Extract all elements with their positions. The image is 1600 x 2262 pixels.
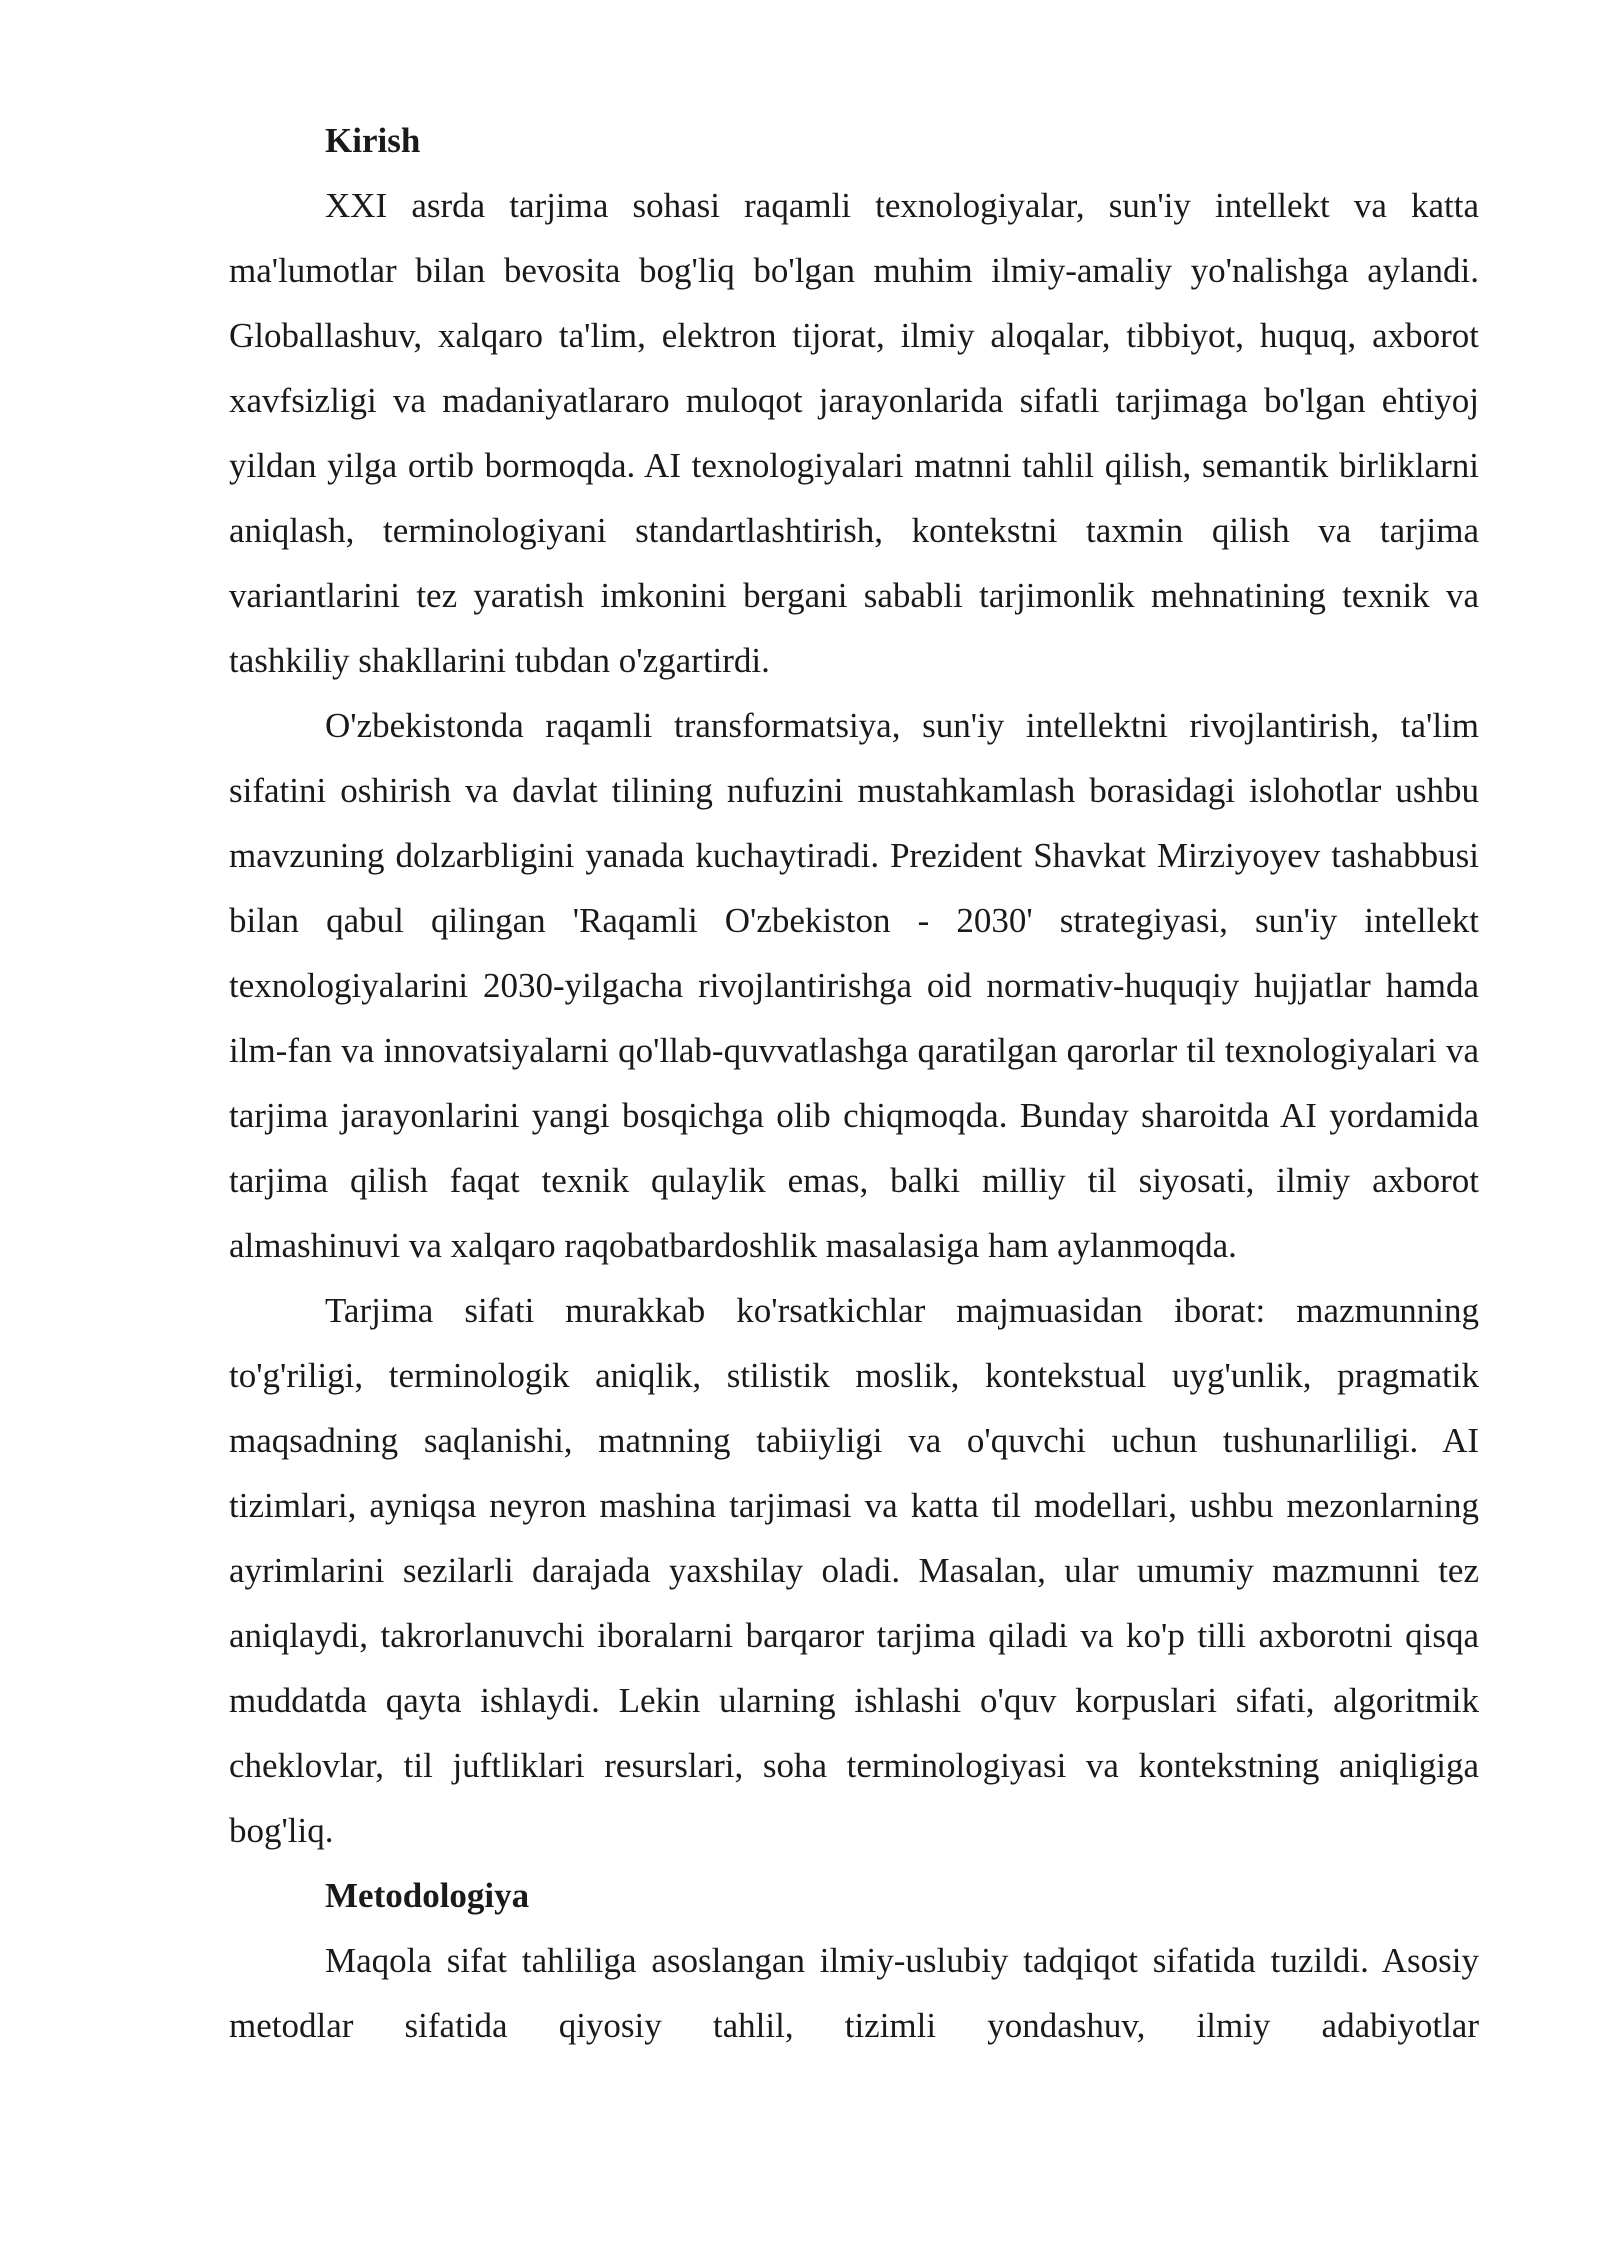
intro-paragraph-2: O'zbekistonda raqamli transformatsiya, sun'iy intellektni rivojlantirish, ta'lim sifatini oshirish va davlat tilining nufuzini mustahkamlash borasidagi islohotlar ushbu mavzuning dolzarbligini yanada kuchaytiradi. Prezident Shavkat Mirziyoyev tashabbusi bilan qabul qilingan 'Raqamli O'zbekiston - 2030' strategiyasi, sun'iy intellekt texnologiyalarini 2030-yilgacha rivojlantirishga oid normativ-huquqiy hujjatlar hamda ilm-fan va innovatsiyalarni qo'llab-quvvatlashga qaratilgan qarorlar til texnologiyalari va tarjima jarayonlarini yangi bosqichga olib chiqmoqda. Bunday sharoitda AI yordamida tarjima qilish faqat texnik qulaylik emas, balki milliy til siyosati, ilmiy axborot almashinuvi va xalqaro raqobatbardoshlik masalasiga ham aylanmoqda. bbox=[229, 706, 1479, 1265]
methodology-paragraph-1: Maqola sifat tahliliga asoslangan ilmiy-uslubiy tadqiqot sifatida tuzildi. Asosiy metodlar sifatida qiyosiy tahlil, tizimli yondashuv, ilmiy adabiyotlar bbox=[229, 1941, 1479, 2045]
section-heading-methodology: Metodologiya bbox=[325, 1876, 530, 1915]
intro-paragraph-3: Tarjima sifati murakkab ko'rsatkichlar majmuasidan iborat: mazmunning to'g'riligi, terminologik aniqlik, stilistik moslik, kontekstual uyg'unlik, pragmatik maqsadning saqlanishi, matnning tabiiyligi va o'quvchi uchun tushunarliligi. AI tizimlari, ayniqsa neyron mashina tarjimasi va katta til modellari, ushbu mezonlarning ayrimlarini sezilarli darajada yaxshilay oladi. Masalan, ular umumiy mazmunni tez aniqlaydi, takrorlanuvchi iboralarni barqaror tarjima qiladi va ko'p tilli axborotni qisqa muddatda qayta ishlaydi. Lekin ularning ishlashi o'quv korpuslari sifati, algoritmik cheklovlar, til juftliklari resurslari, soha terminologiyasi va kontekstning aniqligiga bog'liq. bbox=[229, 1291, 1479, 1850]
document-page bbox=[229, 108, 1479, 2058]
intro-paragraph-1: XXI asrda tarjima sohasi raqamli texnologiyalar, sun'iy intellekt va katta ma'lumotlar bilan bevosita bog'liq bo'lgan muhim ilmiy-amaliy yo'nalishga aylandi. Globallashuv, xalqaro ta'lim, elektron tijorat, ilmiy aloqalar, tibbiyot, huquq, axborot xavfsizligi va madaniyatlararo muloqot jarayonlarida sifatli tarjimaga bo'lgan ehtiyoj yildan yilga ortib bormoqda. AI texnologiyalari matnni tahlil qilish, semantik birliklarni aniqlash, terminologiyani standartlashtirish, kontekstni taxmin qilish va tarjima variantlarini tez yaratish imkonini bergani sababli tarjimonlik mehnatining texnik va tashkiliy shakllarini tubdan o'zgartirdi. bbox=[229, 186, 1479, 680]
section-heading-intro: Kirish bbox=[325, 121, 421, 160]
